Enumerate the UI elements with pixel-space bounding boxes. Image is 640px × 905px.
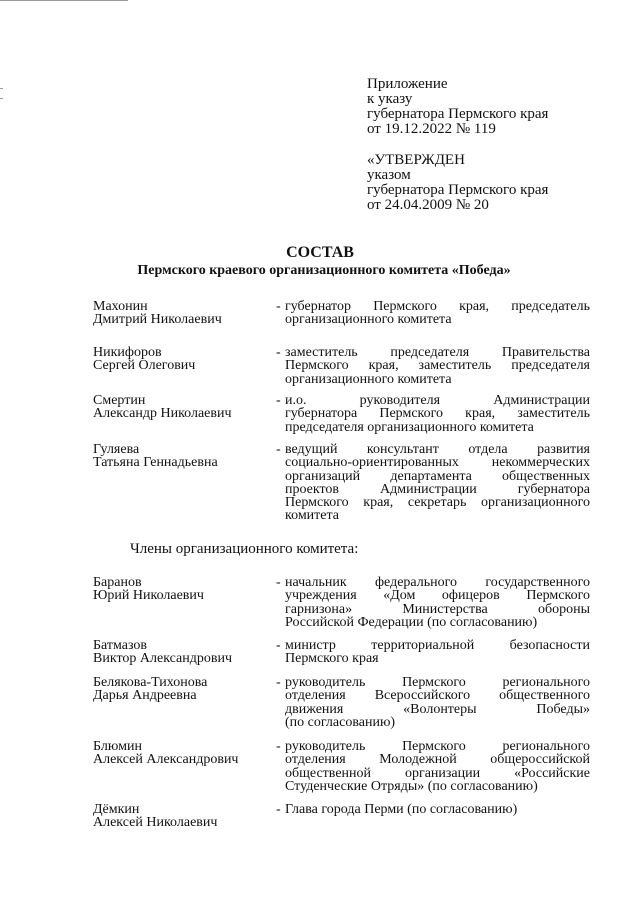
role-line: гарнизона» Министерства обороны: [285, 601, 590, 617]
person-name: [93, 740, 273, 767]
role-line: отделения Молодежной общероссийской: [285, 752, 590, 768]
role-line: губернатор Пермского края, председатель: [285, 299, 590, 314]
role-line: отделения Всероссийского общественного: [285, 688, 590, 704]
person-surname: Смертин: [93, 393, 146, 408]
appendix-line: к указу: [367, 91, 413, 107]
entry-dash: -: [276, 802, 281, 817]
person-role: [285, 676, 590, 729]
margin-mark: [0, 98, 3, 99]
top-edge-rule: [0, 0, 128, 1]
role-line: Студенческие Отряды» (по согласованию): [285, 778, 538, 794]
person-surname: Дёмкин: [93, 802, 140, 817]
person-given-name: Алексей Николаевич: [93, 815, 218, 831]
person-name: [93, 576, 273, 603]
role-line: Пермского края: [285, 651, 379, 667]
entry-dash: -: [276, 739, 281, 754]
appendix-line: губернатора Пермского края: [367, 106, 549, 122]
person-name: [93, 346, 273, 373]
role-line: председателя организационного комитета: [285, 419, 534, 435]
person-surname: Батмазов: [93, 638, 148, 653]
person-name: [93, 443, 273, 470]
approval-line: губернатора Пермского края: [367, 182, 549, 198]
person-surname: Блюмин: [93, 739, 142, 754]
person-role: [285, 300, 590, 327]
members-heading: Члены организационного комитета:: [130, 541, 359, 557]
person-name: [93, 394, 273, 421]
approval-line: от 24.04.2009 № 20: [367, 197, 489, 213]
margin-mark: [0, 88, 3, 89]
role-line: начальник федерального государственного: [285, 575, 590, 590]
role-line: и.о. руководителя Администрации: [285, 393, 590, 408]
person-surname: Белякова-Тихонова: [93, 675, 208, 690]
role-line: организационного комитета: [285, 371, 452, 387]
role-line: движения «Волонтеры Победы»: [285, 701, 590, 717]
person-role: [285, 740, 590, 793]
person-role: [285, 346, 590, 386]
person-surname: Никифоров: [93, 345, 162, 360]
approval-reference: [367, 153, 548, 213]
role-line: Российской Федерации (по согласованию): [285, 614, 538, 630]
person-role: [285, 394, 590, 434]
entry-dash: -: [276, 675, 281, 690]
person-name: [93, 676, 273, 703]
role-line: Пермского края, заместитель председателя: [285, 358, 590, 374]
person-name: [93, 300, 273, 327]
role-line: Глава города Перми (по согласованию): [285, 802, 518, 817]
entry-dash: -: [276, 575, 281, 590]
role-line: губернатора Пермского края, заместитель: [285, 406, 590, 422]
role-line: организационного комитета: [285, 312, 452, 328]
person-given-name: Татьяна Геннадьевна: [93, 455, 218, 471]
role-line: заместитель председателя Правительства: [285, 345, 590, 360]
entry-dash: -: [276, 299, 281, 314]
entry-dash: -: [276, 442, 281, 457]
person-given-name: Дарья Андреевна: [93, 688, 197, 704]
role-line: социально-ориентированных некоммерческих: [285, 455, 590, 471]
role-line: организаций департамента общественных: [285, 468, 590, 484]
role-line: министр территориальной безопасности: [285, 638, 590, 653]
role-line: (по согласованию): [285, 714, 396, 730]
role-line: проектов Администрации губернатора: [285, 481, 590, 497]
person-name: [93, 803, 273, 830]
document-title: СОСТАВ: [286, 244, 354, 261]
role-line: комитета: [285, 508, 340, 524]
person-surname: Баранов: [93, 575, 142, 590]
role-line: руководитель Пермского регионального: [285, 675, 590, 690]
person-role: [285, 576, 590, 629]
person-given-name: Дмитрий Николаевич: [93, 312, 222, 328]
person-surname: Гуляева: [93, 442, 140, 457]
role-line: общественной организации «Российские: [285, 765, 590, 781]
role-line: учреждения «Дом офицеров Пермского: [285, 588, 590, 604]
appendix-line: Приложение: [367, 76, 448, 92]
appendix-reference: [367, 77, 548, 137]
person-given-name: Александр Николаевич: [93, 406, 232, 422]
approval-line: указом: [367, 167, 411, 183]
approval-line: «УТВЕРЖДЕН: [367, 152, 465, 168]
person-role: [285, 443, 590, 523]
entry-dash: -: [276, 393, 281, 408]
appendix-line: от 19.12.2022 № 119: [367, 121, 496, 137]
person-surname: Махонин: [93, 299, 148, 314]
document-subtitle: Пермского краевого организационного комитета «Победа»: [137, 263, 511, 278]
person-given-name: Юрий Николаевич: [93, 588, 204, 604]
entry-dash: -: [276, 638, 281, 653]
entry-dash: -: [276, 345, 281, 360]
person-given-name: Алексей Александрович: [93, 752, 239, 768]
person-name: [93, 639, 273, 666]
role-line: ведущий консультант отдела развития: [285, 442, 590, 457]
role-line: руководитель Пермского регионального: [285, 739, 590, 754]
person-role: [285, 803, 590, 816]
person-given-name: Виктор Александрович: [93, 651, 233, 667]
person-given-name: Сергей Олегович: [93, 358, 196, 374]
person-role: [285, 639, 590, 666]
role-line: Пермского края, секретарь организационного: [285, 495, 590, 511]
